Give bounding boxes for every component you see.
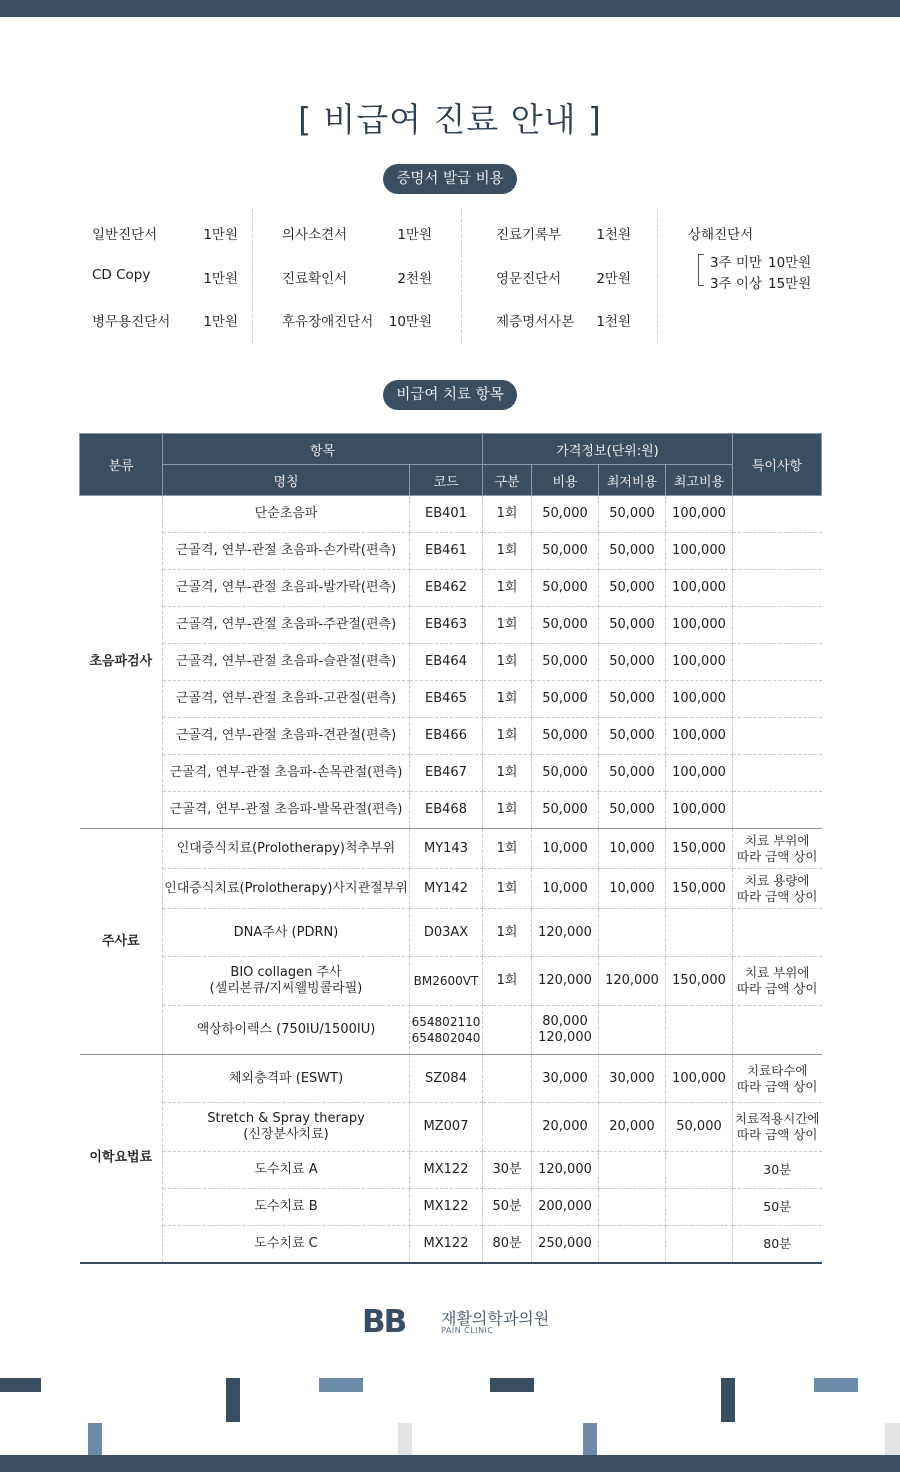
item-note bbox=[733, 909, 822, 957]
table-row bbox=[80, 957, 822, 1006]
item-code: MX122 bbox=[410, 1189, 483, 1226]
certificate-item bbox=[282, 267, 432, 287]
decorative-block bbox=[814, 1378, 858, 1392]
table-row bbox=[80, 607, 822, 644]
item-cost: 50,000 bbox=[532, 644, 599, 681]
table-row bbox=[80, 1189, 822, 1226]
item-name: 근골격, 연부-관절 초음파-손가락(편측) bbox=[163, 533, 410, 570]
table-row bbox=[80, 570, 822, 607]
item-min-cost: 50,000 bbox=[599, 644, 666, 681]
item-unit: 1회 bbox=[483, 869, 532, 909]
section-label-certificates: 증명서 발급 비용 bbox=[383, 164, 517, 194]
item-unit: 1회 bbox=[483, 829, 532, 869]
item-cost: 200,000 bbox=[532, 1189, 599, 1226]
certificate-name: CD Copy bbox=[92, 267, 151, 283]
item-max-cost: 100,000 bbox=[666, 496, 733, 533]
table-row bbox=[80, 792, 822, 829]
column-divider bbox=[657, 209, 658, 343]
certificate-column bbox=[282, 209, 432, 343]
certificate-item bbox=[92, 310, 238, 330]
item-unit: 1회 bbox=[483, 533, 532, 570]
item-name: 액상하이렉스 (750IU/1500IU) bbox=[163, 1006, 410, 1055]
item-note bbox=[733, 681, 822, 718]
category-cell: 주사료 bbox=[80, 829, 163, 1055]
header-code: 코드 bbox=[410, 465, 483, 496]
certificate-column bbox=[92, 209, 238, 343]
item-name: 도수치료 A bbox=[163, 1152, 410, 1189]
item-unit: 1회 bbox=[483, 681, 532, 718]
item-note: 50분 bbox=[733, 1189, 822, 1226]
item-cost: 50,000 bbox=[532, 496, 599, 533]
item-min-cost: 10,000 bbox=[599, 829, 666, 869]
item-max-cost bbox=[666, 1152, 733, 1189]
item-note bbox=[733, 607, 822, 644]
decorative-block bbox=[88, 1423, 102, 1455]
item-code: EB468 bbox=[410, 792, 483, 829]
item-min-cost: 50,000 bbox=[599, 533, 666, 570]
item-name: 단순초음파 bbox=[163, 496, 410, 533]
table-row bbox=[80, 718, 822, 755]
table-row bbox=[80, 1055, 822, 1103]
item-max-cost bbox=[666, 1226, 733, 1263]
table-body bbox=[80, 496, 822, 1263]
item-code: EB465 bbox=[410, 681, 483, 718]
table-row bbox=[80, 755, 822, 792]
certificate-name: 일반진단서 bbox=[92, 227, 158, 243]
item-unit: 1회 bbox=[483, 570, 532, 607]
item-code: SZ084 bbox=[410, 1055, 483, 1103]
item-note bbox=[733, 755, 822, 792]
item-min-cost bbox=[599, 1226, 666, 1263]
certificate-name: 상해진단서 bbox=[688, 227, 754, 243]
item-name: 근골격, 연부-관절 초음파-손목관절(편측) bbox=[163, 755, 410, 792]
item-min-cost: 50,000 bbox=[599, 792, 666, 829]
item-max-cost: 150,000 bbox=[666, 957, 733, 1006]
item-cost: 50,000 bbox=[532, 570, 599, 607]
item-note: 80분 bbox=[733, 1226, 822, 1263]
certificate-price: 10만원 bbox=[388, 314, 432, 330]
column-divider bbox=[461, 209, 462, 343]
item-unit: 30분 bbox=[483, 1152, 532, 1189]
item-name: DNA주사 (PDRN) bbox=[163, 909, 410, 957]
category-cell: 초음파검사 bbox=[80, 496, 163, 829]
item-min-cost: 120,000 bbox=[599, 957, 666, 1006]
item-unit bbox=[483, 1006, 532, 1055]
item-unit: 80분 bbox=[483, 1226, 532, 1263]
table-row bbox=[80, 869, 822, 909]
item-min-cost: 10,000 bbox=[599, 869, 666, 909]
item-code: MX122 bbox=[410, 1152, 483, 1189]
certificate-price: 1만원 bbox=[397, 227, 432, 243]
item-name: 도수치료 C bbox=[163, 1226, 410, 1263]
table-row bbox=[80, 644, 822, 681]
item-unit: 1회 bbox=[483, 957, 532, 1006]
table-row bbox=[80, 1006, 822, 1055]
certificate-price: 1천원 bbox=[596, 314, 631, 330]
treatment-fee-table bbox=[79, 433, 822, 1264]
item-unit bbox=[483, 1055, 532, 1103]
item-name: 근골격, 연부-관절 초음파-주관절(편측) bbox=[163, 607, 410, 644]
table-row bbox=[80, 909, 822, 957]
item-note bbox=[733, 570, 822, 607]
page-title: [ 비급여 진료 안내 ] bbox=[298, 100, 602, 140]
header-cost: 비용 bbox=[532, 465, 599, 496]
item-cost: 50,000 bbox=[532, 792, 599, 829]
item-min-cost: 50,000 bbox=[599, 607, 666, 644]
item-note: 30분 bbox=[733, 1152, 822, 1189]
item-note: 치료 부위에 따라 금액 상이 bbox=[733, 957, 822, 1006]
item-min-cost bbox=[599, 1006, 666, 1055]
certificate-name: 후유장애진단서 bbox=[282, 314, 374, 330]
certificate-name: 진료기록부 bbox=[496, 227, 562, 243]
certificate-column bbox=[496, 209, 631, 343]
item-code: MX122 bbox=[410, 1226, 483, 1263]
decorative-block bbox=[885, 1423, 900, 1455]
certificate-name: 영문진단서 bbox=[496, 271, 562, 287]
injury-price: 15만원 bbox=[768, 276, 812, 292]
item-unit: 1회 bbox=[483, 644, 532, 681]
item-max-cost bbox=[666, 1006, 733, 1055]
item-name: 도수치료 B bbox=[163, 1189, 410, 1226]
item-max-cost: 100,000 bbox=[666, 755, 733, 792]
item-cost: 10,000 bbox=[532, 869, 599, 909]
item-min-cost: 50,000 bbox=[599, 570, 666, 607]
item-code: EB467 bbox=[410, 755, 483, 792]
injury-price: 10만원 bbox=[768, 255, 812, 271]
logo-mark: BB bbox=[362, 1304, 406, 1340]
item-code: EB461 bbox=[410, 533, 483, 570]
injury-certificate bbox=[688, 209, 820, 343]
item-cost: 50,000 bbox=[532, 718, 599, 755]
item-code: EB463 bbox=[410, 607, 483, 644]
item-name: 근골격, 연부-관절 초음파-슬관절(편측) bbox=[163, 644, 410, 681]
column-divider bbox=[252, 209, 253, 343]
certificate-item bbox=[496, 267, 631, 287]
certificate-item bbox=[496, 223, 631, 243]
item-unit: 1회 bbox=[483, 909, 532, 957]
item-name: 인대증식치료(Prolotherapy)척추부위 bbox=[163, 829, 410, 869]
item-unit: 1회 bbox=[483, 607, 532, 644]
bottom-bar bbox=[0, 1455, 900, 1472]
item-note: 치료타수에 따라 금액 상이 bbox=[733, 1055, 822, 1103]
decorative-block bbox=[398, 1423, 412, 1455]
item-max-cost: 100,000 bbox=[666, 570, 733, 607]
item-min-cost: 50,000 bbox=[599, 496, 666, 533]
certificate-item bbox=[282, 310, 432, 330]
item-max-cost: 100,000 bbox=[666, 792, 733, 829]
clinic-name: 재활의학과의원 bbox=[441, 1309, 550, 1328]
table-row bbox=[80, 829, 822, 869]
item-code: BM2600VT bbox=[410, 957, 483, 1006]
item-max-cost: 100,000 bbox=[666, 681, 733, 718]
decorative-block bbox=[721, 1378, 735, 1422]
header-unit: 구분 bbox=[483, 465, 532, 496]
item-min-cost: 30,000 bbox=[599, 1055, 666, 1103]
header-category: 분류 bbox=[80, 434, 163, 496]
item-name: 체외충격파 (ESWT) bbox=[163, 1055, 410, 1103]
item-cost: 10,000 bbox=[532, 829, 599, 869]
injury-duration: 3주 이상 bbox=[710, 276, 763, 292]
item-cost: 30,000 bbox=[532, 1055, 599, 1103]
item-max-cost: 100,000 bbox=[666, 718, 733, 755]
certificate-item bbox=[496, 310, 631, 330]
item-cost: 80,000 120,000 bbox=[532, 1006, 599, 1055]
certificate-price: 2천원 bbox=[397, 271, 432, 287]
item-max-cost: 100,000 bbox=[666, 607, 733, 644]
decorative-block bbox=[583, 1423, 597, 1455]
injury-duration: 3주 미만 bbox=[710, 255, 763, 271]
header-name: 명칭 bbox=[163, 465, 410, 496]
certificate-item bbox=[92, 267, 238, 287]
table-row bbox=[80, 496, 822, 533]
item-max-cost: 150,000 bbox=[666, 829, 733, 869]
table-row bbox=[80, 681, 822, 718]
item-unit: 1회 bbox=[483, 718, 532, 755]
certificate-price: 1만원 bbox=[203, 271, 238, 287]
injury-fee-line bbox=[710, 272, 811, 292]
item-note bbox=[733, 718, 822, 755]
item-note bbox=[733, 792, 822, 829]
section-label-treatments: 비급여 치료 항목 bbox=[383, 380, 517, 410]
item-cost: 120,000 bbox=[532, 909, 599, 957]
bracket-icon bbox=[698, 254, 704, 286]
decorative-block bbox=[0, 1378, 41, 1392]
clinic-subtitle: PAIN CLINIC bbox=[441, 1326, 494, 1335]
item-code: MZ007 bbox=[410, 1103, 483, 1152]
item-note bbox=[733, 1006, 822, 1055]
item-code: EB466 bbox=[410, 718, 483, 755]
table-row bbox=[80, 533, 822, 570]
item-cost: 250,000 bbox=[532, 1226, 599, 1263]
item-max-cost: 100,000 bbox=[666, 644, 733, 681]
header-note: 특이사항 bbox=[733, 434, 822, 496]
decorative-block bbox=[226, 1378, 240, 1422]
item-unit bbox=[483, 1103, 532, 1152]
item-max-cost: 100,000 bbox=[666, 533, 733, 570]
certificate-item bbox=[282, 223, 432, 243]
item-min-cost bbox=[599, 1189, 666, 1226]
item-max-cost: 50,000 bbox=[666, 1103, 733, 1152]
certificate-price: 1만원 bbox=[203, 227, 238, 243]
item-max-cost bbox=[666, 1189, 733, 1226]
certificate-fee-grid bbox=[80, 209, 820, 343]
table-row bbox=[80, 1152, 822, 1189]
item-note bbox=[733, 533, 822, 570]
decorative-block bbox=[490, 1378, 534, 1392]
header-price-info: 가격정보(단위:원) bbox=[483, 434, 733, 465]
item-unit: 1회 bbox=[483, 755, 532, 792]
item-name: BIO collagen 주사 (셀리본큐/지씨웰빙콜라필) bbox=[163, 957, 410, 1006]
item-name: 근골격, 연부-관절 초음파-발가락(편측) bbox=[163, 570, 410, 607]
item-min-cost bbox=[599, 1152, 666, 1189]
item-code: EB464 bbox=[410, 644, 483, 681]
item-min-cost: 50,000 bbox=[599, 755, 666, 792]
certificate-name: 진료확인서 bbox=[282, 271, 348, 287]
certificate-name: 의사소견서 bbox=[282, 227, 348, 243]
item-unit: 50분 bbox=[483, 1189, 532, 1226]
table-row bbox=[80, 1103, 822, 1152]
item-code: MY142 bbox=[410, 869, 483, 909]
item-name: 근골격, 연부-관절 초음파-발목관절(편측) bbox=[163, 792, 410, 829]
certificate-name: 병무용진단서 bbox=[92, 314, 171, 330]
item-note: 치료 용량에 따라 금액 상이 bbox=[733, 869, 822, 909]
header-min-cost: 최저비용 bbox=[599, 465, 666, 496]
item-cost: 20,000 bbox=[532, 1103, 599, 1152]
header-max-cost: 최고비용 bbox=[666, 465, 733, 496]
item-cost: 50,000 bbox=[532, 755, 599, 792]
item-name: 근골격, 연부-관절 초음파-견관절(편측) bbox=[163, 718, 410, 755]
certificate-name: 제증명서사본 bbox=[496, 314, 575, 330]
item-code: EB462 bbox=[410, 570, 483, 607]
certificate-price: 1천원 bbox=[596, 227, 631, 243]
item-max-cost bbox=[666, 909, 733, 957]
item-cost: 50,000 bbox=[532, 533, 599, 570]
injury-fee-line bbox=[710, 251, 811, 271]
item-cost: 120,000 bbox=[532, 1152, 599, 1189]
item-max-cost: 100,000 bbox=[666, 1055, 733, 1103]
item-code: 654802110 654802040 bbox=[410, 1006, 483, 1055]
item-code: D03AX bbox=[410, 909, 483, 957]
item-code: MY143 bbox=[410, 829, 483, 869]
item-name: 근골격, 연부-관절 초음파-고관절(편측) bbox=[163, 681, 410, 718]
table-row bbox=[80, 1226, 822, 1263]
item-code: EB401 bbox=[410, 496, 483, 533]
item-cost: 120,000 bbox=[532, 957, 599, 1006]
item-cost: 50,000 bbox=[532, 607, 599, 644]
certificate-price: 1만원 bbox=[203, 314, 238, 330]
item-name: 인대증식치료(Prolotherapy)사지관절부위 bbox=[163, 869, 410, 909]
item-name: Stretch & Spray therapy (신장분사치료) bbox=[163, 1103, 410, 1152]
header-item: 항목 bbox=[163, 434, 483, 465]
certificate-price: 2만원 bbox=[596, 271, 631, 287]
item-note bbox=[733, 644, 822, 681]
item-note: 치료 부위에 따라 금액 상이 bbox=[733, 829, 822, 869]
certificate-item bbox=[92, 223, 238, 243]
item-unit: 1회 bbox=[483, 496, 532, 533]
decorative-block bbox=[319, 1378, 363, 1392]
item-unit: 1회 bbox=[483, 792, 532, 829]
item-min-cost bbox=[599, 909, 666, 957]
item-min-cost: 20,000 bbox=[599, 1103, 666, 1152]
item-note bbox=[733, 496, 822, 533]
top-bar bbox=[0, 0, 900, 17]
item-min-cost: 50,000 bbox=[599, 681, 666, 718]
item-min-cost: 50,000 bbox=[599, 718, 666, 755]
category-cell: 이학요법료 bbox=[80, 1055, 163, 1263]
item-cost: 50,000 bbox=[532, 681, 599, 718]
item-note: 치료적용시간에 따라 금액 상이 bbox=[733, 1103, 822, 1152]
item-max-cost: 150,000 bbox=[666, 869, 733, 909]
